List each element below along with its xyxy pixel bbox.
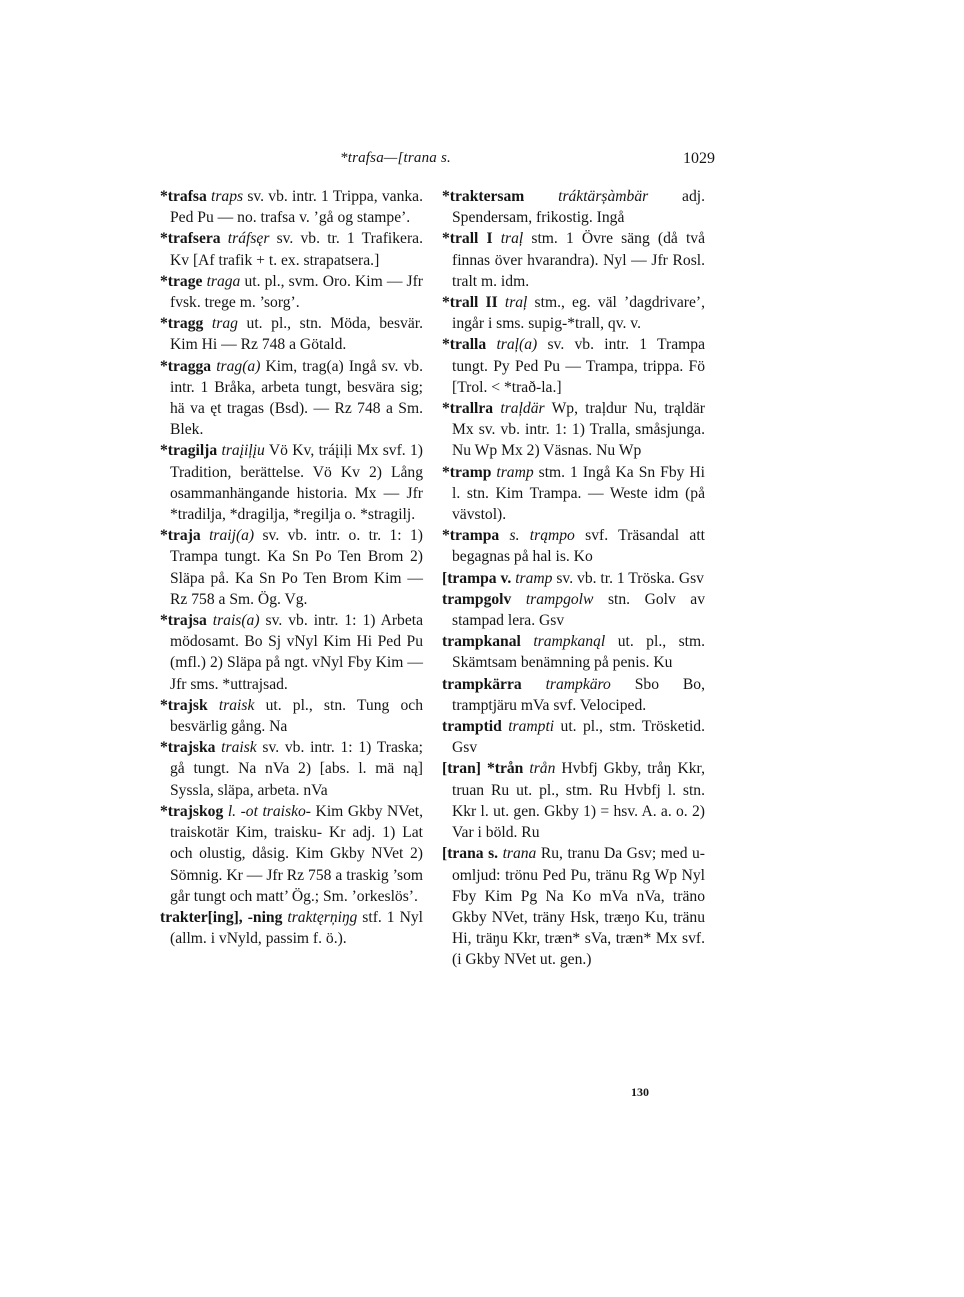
running-head: *trafsa—[trana s.: [340, 150, 451, 166]
dictionary-entry: [160, 525, 423, 610]
entry-headword: *tragilja: [160, 442, 218, 460]
entry-definition: sv. vb. tr. 1 Trafikera. Kv [Af trafik + t. ex. strapatsera.]: [170, 230, 423, 269]
entry-dialect-form: traļ(a): [496, 336, 538, 354]
entry-dialect-form: traisk: [221, 739, 257, 757]
entry-definition: Vö Kv, tráįiļi Mx svf. 1) Tradition, berättelse. Vö Kv 2) Lång osammanhängande historia. Mx — Jfr *tradilja, *dragilja, *regilja o. *stragilj.: [170, 442, 423, 524]
entry-definition: ut. pl., svm. Oro. Kim — Jfr fvsk. trege m. ’sorg’.: [170, 272, 423, 312]
printer-signature: 130: [631, 1085, 649, 1099]
entry-definition: sv. vb. intr. 1 Trampa tungt. Py Ped Pu — Trampa, trippa. Fö [Trol. < *trað-la.]: [452, 336, 705, 396]
entry-definition: Wp, traļdur Nu, trąldär Mx sv. vb. intr. 1: 1) Tralla, småsjunga. Nu Wp Mx 2) Väsnas. Nu Wp: [452, 400, 706, 460]
dictionary-entry: [442, 186, 705, 228]
dictionary-entry: [442, 843, 705, 970]
dictionary-entry: [442, 716, 705, 758]
entry-headword: *trafsera: [160, 230, 221, 248]
entry-definition: Kim, trag(a) Ingå sv. vb. intr. 1 Bråka, arbeta tungt, besvära sig; hä va ęt tragas (Bsd). — Rz 748 a Sm. Blek.: [170, 357, 423, 439]
entry-headword: [trana s.: [442, 845, 499, 863]
entry-dialect-form: trag(a): [216, 357, 261, 375]
entry-headword: [tran] *trån: [442, 760, 524, 778]
entry-definition: ut. pl., stn. Möda, besvär. Kim Hi — Rz 748 a Götald.: [170, 315, 423, 354]
entry-headword: *trallra: [442, 400, 494, 418]
dictionary-entry: [160, 737, 423, 801]
entry-dialect-form: trais(a): [212, 612, 260, 630]
entry-headword: *trall II: [442, 294, 498, 312]
entry-definition: ut. pl., stn. Tung och besvärlig gång. Na: [170, 696, 423, 736]
entry-dialect-form: traps: [211, 188, 244, 205]
entry-headword: *trampa: [442, 527, 500, 545]
dictionary-entry: [442, 568, 705, 589]
entry-dialect-form: tráktärșàmbär: [558, 188, 649, 205]
entry-dialect-form: traij(a): [209, 527, 255, 545]
dictionary-entry: [160, 313, 423, 355]
entry-headword: *tragg: [160, 315, 204, 333]
dictionary-entry: [442, 589, 705, 631]
entry-definition: stn. Golv av stampad lera. Gsv: [452, 590, 705, 630]
entry-definition: stm. 1 Övre säng (då två finnas över hvarandra). Nyl — Jfr Rosl. tralt m. idm.: [452, 230, 705, 290]
dictionary-entry: [442, 758, 705, 843]
dictionary-entry: [442, 631, 705, 673]
entry-definition: ut. pl., stm. Trösketid. Gsv: [452, 718, 705, 757]
entry-headword: *trajska: [160, 739, 216, 757]
dictionary-entry: [442, 334, 705, 398]
entry-definition: svf. Träsandal att begagnas på hal is. Ko: [452, 527, 705, 566]
page-header: [160, 150, 715, 174]
entry-dialect-form: l. -ot traisko-: [227, 802, 311, 820]
entry-definition: sv. vb. intr. 1: 1) Traska; gå tungt. Na nVa 2) [abs. l. mä ną] Syssla, släpa, arbeta. nVa: [170, 739, 423, 799]
dictionary-entry: [160, 610, 423, 695]
entry-definition: Hvbfj Gkby, tråŋ Kkr, truan Ru ut. pl., stm. Ru Hvbfj l. stn. Kkr l. ut. gen. Gkby 1) = hsv. A. a. o. 2) Var i böld. Ru: [452, 760, 705, 842]
dictionary-entry: [160, 695, 423, 737]
dictionary-entry: [160, 801, 423, 907]
entry-definition: Sbo Bo, tramptjäru mVa svf. Velociped.: [452, 675, 705, 714]
dictionary-entry: [160, 228, 423, 270]
entry-dialect-form: tráfsęr: [227, 230, 270, 248]
entry-headword: trampkärra: [442, 675, 522, 693]
entry-dialect-form: traga: [206, 272, 241, 290]
right-column: [442, 186, 705, 971]
entry-dialect-form: traktęrņiŋg: [287, 908, 358, 926]
entry-headword: [trampa v.: [442, 569, 512, 587]
dictionary-entry: [160, 907, 423, 949]
dictionary-entry: [442, 462, 705, 526]
entry-dialect-form: trampkanąl: [533, 633, 606, 651]
entry-dialect-form: trampti: [508, 718, 555, 736]
entry-definition: stm. 1 Ingå Ka Sn Fby Hi l. stn. Kim Trampa. — Weste idm (på vävstol).: [452, 463, 706, 524]
entry-dialect-form: traļ: [504, 294, 528, 312]
entry-definition: Kim Gkby NVet, traiskotär Kim, traisku- Kr adj. 1) Lat och olustig, dåsig. Kim Gkby NVet 2) Sömnig. Kr — Jfr Rz 758 a traskig ’som går tungt och matt’ Ög.; Sm. ’orkeslös’.: [170, 802, 423, 905]
entry-dialect-form: tramp: [496, 463, 534, 481]
dictionary-entry: [442, 228, 705, 292]
entry-headword: *trage: [160, 272, 203, 290]
dictionary-entry: [442, 674, 705, 716]
entry-headword: *traja: [160, 527, 201, 545]
entry-dialect-form: tramp: [515, 569, 553, 587]
entry-headword: *trall I: [442, 230, 493, 248]
entry-dialect-form: trån: [529, 760, 556, 778]
entry-headword: *trajsk: [160, 696, 208, 714]
entry-dialect-form: trag: [211, 315, 238, 333]
entry-definition: sv. vb. intr. 1 Trippa, vanka. Ped Pu — no. trafsa v. ’gå og stampe’.: [170, 188, 423, 227]
page-number: 1029: [683, 150, 715, 167]
dictionary-entry: [160, 440, 423, 525]
entry-definition: sv. vb. intr. o. tr. 1: 1) Trampa tungt. Ka Sn Po Ten Brom 2) Släpa på. Ka Sn Po Ten Brom Kim — Rz 758 a Sm. Ög. Vg.: [170, 527, 423, 608]
entry-definition: adj. Spendersam, frikostig. Ingå: [452, 188, 705, 227]
entry-headword: *trafsa: [160, 188, 207, 205]
entry-headword: *traktersam: [442, 188, 525, 205]
dictionary-entry: [442, 525, 705, 567]
entry-definition: sv. vb. intr. 1: 1) Arbeta mödosamt. Bo Sj vNyl Kim Hi Ped Pu (mfl.) 2) Släpa på ngt. vNyl Fby Kim — Jfr sms. *uttrajsad.: [170, 612, 423, 693]
entry-definition: ut. pl., stm. Skämtsam benämning på penis. Ku: [452, 633, 705, 672]
entry-definition: Ru, tranu Da Gsv; med u-omljud: trönu Ped Pu, tränu Rg Wp Nyl Fby Kim Pg Na Ko mVa nVa, träno Gkby NVet, träny Hsk, træŋo Ku, tränu Hi, träŋu Kkr, træn* sVa, træn* Mx svf. (i Gkby NVet ut. gen.): [452, 845, 705, 969]
entry-definition: sv. vb. tr. 1 Tröska. Gsv: [552, 569, 704, 587]
entry-dialect-form: trana: [502, 845, 537, 863]
dictionary-entry: [442, 292, 705, 334]
entry-headword: *tramp: [442, 463, 492, 481]
dictionary-entry: [160, 186, 423, 228]
entry-headword: trampgolv: [442, 590, 512, 608]
entry-dialect-form: traisk: [218, 696, 255, 714]
left-column: [160, 186, 423, 949]
entry-headword: *trajskog: [160, 802, 224, 820]
entry-dialect-form: traļdär: [500, 400, 545, 418]
entry-dialect-form: s. trąmpo: [509, 527, 575, 545]
dictionary-entry: [160, 356, 423, 441]
entry-headword: *trajsa: [160, 612, 207, 630]
entry-dialect-form: trampgolw: [525, 590, 594, 608]
entry-definition: stm., eg. väl ’dagdrivare’, ingår i sms. supig-*trall, qv. v.: [452, 294, 705, 333]
entry-headword: *tralla: [442, 336, 487, 354]
entry-definition: stf. 1 Nyl (allm. i vNyld, passim f. ö.).: [170, 908, 423, 948]
entry-headword: trampkanal: [442, 633, 521, 651]
entry-headword: *tragga: [160, 357, 212, 375]
entry-dialect-form: traļ: [500, 230, 524, 248]
entry-headword: trakter[ing], -ning: [160, 908, 283, 926]
entry-dialect-form: traįiļįu: [221, 442, 265, 460]
dictionary-entry: [442, 398, 705, 462]
entry-headword: tramptid: [442, 718, 502, 736]
entry-dialect-form: trampkäro: [545, 675, 611, 693]
dictionary-entry: [160, 271, 423, 313]
